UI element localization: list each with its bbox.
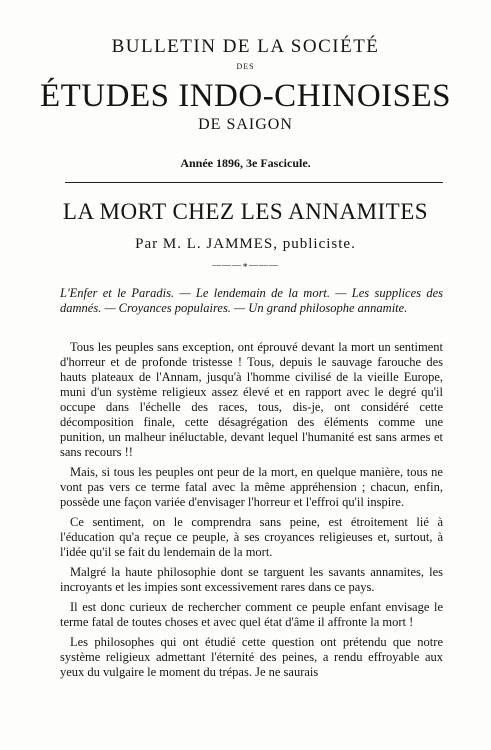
body-paragraph: Les philosophes qui ont étudié cette question ont prétendu que notre système religieux admettant l'éternité des peines, a rendu effroyable aux yeux du vulgaire le moment du trépas. Je ne saurais [60, 635, 443, 679]
body-paragraph: Ce sentiment, on le comprendra sans peine, est étroitement lié à l'éducation qu'a reçue ce peuple, à ses croyances religieuses et, surtout, à l'idée qu'il se fait du lendemain de la mort. [60, 515, 443, 559]
article-summary: L'Enfer et le Paradis. — Le lendemain de la mort. — Les supplices des damnés. — Croyances populaires. — Un grand philosophe annamite. [60, 286, 443, 315]
body-paragraph: Mais, si tous les peuples ont peur de la mort, en quelque manière, tous ne vont pas vers ce terme fatal avec la même appréhension ; chacun, enfin, possède une façon variée d'envisager l'horreur et l'effroi qu'il inspire. [60, 465, 443, 509]
body-paragraph: Malgré la haute philosophie dont se targuent les savants annamites, les incroyants et les impies sont excessivement rares dans ce pays. [60, 565, 443, 594]
journal-title-line2: DES [236, 62, 255, 71]
ornament-divider: ———∗——— [211, 260, 280, 270]
header-divider [65, 182, 443, 183]
body-paragraph: Il est donc curieux de rechercher comment ce peuple enfant envisage le terme fatal de toutes choses et avec quel état d'âme il affronte la mort ! [60, 600, 443, 629]
body-paragraph: Tous les peuples sans exception, ont éprouvé devant la mort un sentiment d'horreur et de profonde tristesse ! Tous, depuis le sauvage farouche des hauts plateaux de l'Annam, jusqu'à l'homme civilisé de la vieille Europe, muni d'un système religieux assez élevé et en rapport avec le degré qu'il occupe dans l'échelle des races, tous, dis-je, ont considéré cette décomposition finale, cette désagrégation des éléments comme une punition, un malheur inéluctable, devant lequel l'humanité est sans armes et sans recours !! [60, 340, 443, 459]
journal-title-line4: DE SAIGON [198, 116, 293, 133]
article-body [60, 340, 443, 685]
issue-line: Année 1896, 3e Fascicule. [180, 156, 311, 170]
article-title: LA MORT CHEZ LES ANNAMITES [62, 199, 429, 224]
journal-title-line1: BULLETIN DE LA SOCIÉTÉ [111, 36, 380, 57]
article-byline: Par M. L. JAMMES, publiciste. [135, 236, 356, 252]
journal-title-line3: ÉTUDES INDO-CHINOISES [39, 78, 452, 114]
